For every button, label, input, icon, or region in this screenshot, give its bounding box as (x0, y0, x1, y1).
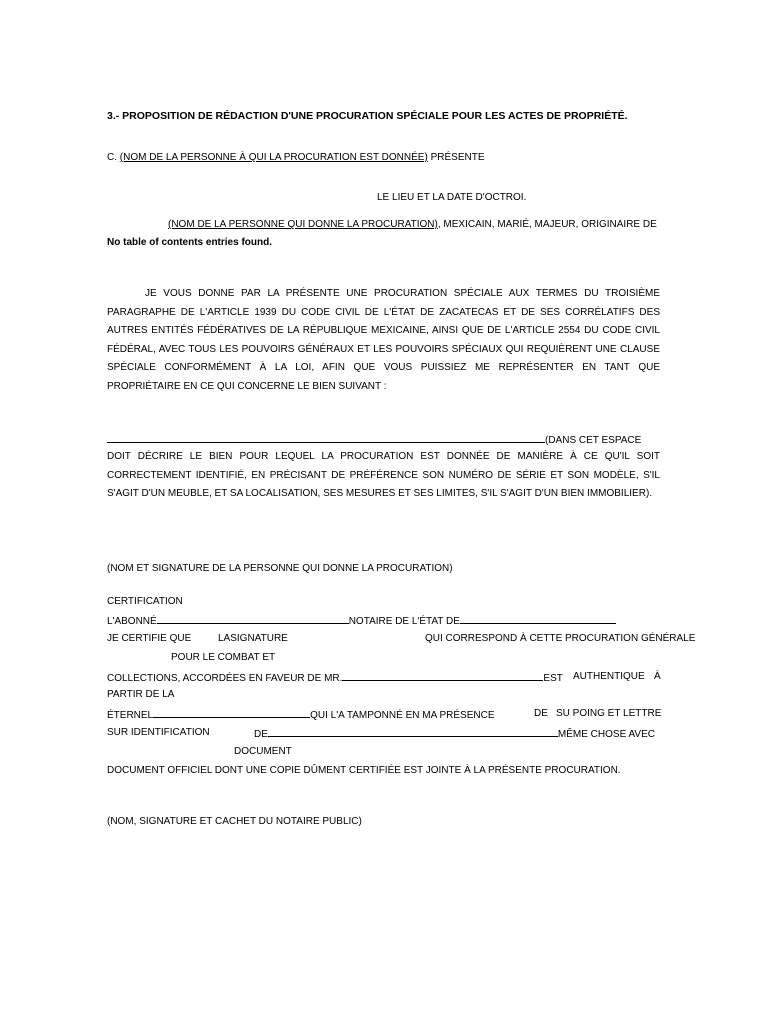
toc-notice: No table of contents entries found. (107, 237, 273, 248)
subscriber-label: L'ABONNÉ (107, 616, 157, 627)
certification-line-2-a: JE CERTIFIE QUE (107, 633, 192, 644)
certification-line-5: PARTIR DE LA (107, 689, 175, 700)
body-line: AUTRES ENTITÉS FÉDÉRATIVES DE LA RÉPUBLIQUE MEXICAINE, AINSI QUE DE L'ARTICLE 2554 DU CODE CIVIL (107, 325, 660, 337)
certification-line-2-b: LASIGNATURE (218, 633, 288, 644)
property-line: CORRECTEMENT IDENTIFIÉ, EN PRÉCISANT DE PRÉFÉRENCE SON NUMÉRO DE SÉRIE ET SON MODÈLE, S'IL (107, 469, 660, 481)
collections-text: COLLECTIONS, ACCORDÉES EN FAVEUR DE MR. (107, 673, 343, 684)
property-line: DOIT DÉCRIRE LE BIEN POUR LEQUEL LA PROCURATION EST DONNÉE DE MANIÈRE À CE QU'IL SOIT (107, 451, 660, 462)
certification-line-6 (107, 708, 495, 721)
subscriber-blank (157, 614, 349, 624)
grantor-suffix: , MEXICAIN, MARIÉ, MAJEUR, ORIGINAIRE DE (437, 219, 657, 230)
eternel-text: ÉTERNEL (107, 710, 154, 721)
notary-signature-label: (NOM, SIGNATURE ET CACHET DU NOTAIRE PUBLIC) (107, 816, 362, 827)
certification-line-1 (107, 614, 616, 627)
certification-line-2-c: QUI CORRESPOND À CETTE PROCURATION GÉNÉRALE (425, 633, 696, 644)
body-paragraph (107, 285, 660, 397)
property-description (107, 448, 660, 504)
property-blank (107, 433, 545, 443)
property-first-line (107, 433, 641, 446)
certification-line-7 (254, 727, 655, 740)
place-date-line: LE LIEU ET LA DATE D'OCTROI. (377, 192, 527, 203)
grantor-name-placeholder: (NOM DE LA PERSONNE QUI DONNE LA PROCURATION) (168, 219, 438, 230)
identification-blank (268, 727, 558, 737)
state-blank (460, 614, 616, 624)
certification-line-8: DOCUMENT (234, 746, 292, 757)
grantor-line (168, 219, 657, 230)
certification-title: CERTIFICATION (107, 596, 183, 607)
authentique-text: AUTHENTIQUE (573, 671, 645, 682)
eternel-blank (153, 708, 310, 718)
same-thing-text: MÊME CHOSE AVEC (557, 729, 655, 740)
mr-blank (342, 671, 543, 681)
a-text: À (654, 671, 661, 682)
body-line: SPÉCIALE CONFORMÉMENT À LA LOI, AFIN QUE VOUS PUISSIEZ ME REPRÉSENTER EN TANT QUE (107, 362, 660, 374)
addressee-suffix: PRÉSENTE (427, 152, 485, 163)
de-text: DE (534, 708, 548, 719)
certification-line-7-a: SUR IDENTIFICATION (107, 727, 210, 738)
addressee-name-placeholder: (NOM DE LA PERSONNE À QUI LA PROCURATION EST DONNÉE) (119, 152, 428, 163)
certification-line-4 (107, 671, 563, 684)
notary-state-label: NOTAIRE DE L'ÉTAT DE (348, 616, 460, 627)
addressee-line (107, 152, 485, 163)
document-heading: 3.- PROPOSITION DE RÉDACTION D'UNE PROCURATION SPÉCIALE POUR LES ACTES DE PROPRIÉTÉ. (107, 110, 628, 122)
body-line: PROPRIÉTAIRE EN CE QUI CONCERNE LE BIEN SUIVANT : (107, 380, 387, 392)
certification-line-3: POUR LE COMBAT ET (171, 652, 276, 663)
certification-line-9: DOCUMENT OFFICIEL DONT UNE COPIE DÛMENT CERTIFIÉE EST JOINTE À LA PRÉSENTE PROCURATION. (107, 765, 621, 776)
body-line: JE VOUS DONNE PAR LA PRÉSENTE UNE PROCURATION SPÉCIALE AUX TERMES DU TROISIÈME (145, 288, 660, 299)
property-first-line-tail: (DANS CET ESPACE (545, 435, 642, 446)
addressee-prefix: C. (107, 152, 120, 163)
identification-de-text: DE (254, 729, 268, 740)
property-line: S'AGIT D'UN MEUBLE, ET SA LOCALISATION, SES MESURES ET SES LIMITES, S'IL S'AGIT D'UN BIEN IMMOBILIER). (107, 488, 653, 500)
stamped-text: QUI L'A TAMPONNÉ EN MA PRÉSENCE (310, 710, 495, 721)
body-line: PARAGRAPHE DE L'ARTICLE 1939 DU CODE CIVIL DE L'ÉTAT DE ZACATECAS ET DE SES CORRÉLATIFS DES (107, 306, 660, 318)
grantor-signature-label: (NOM ET SIGNATURE DE LA PERSONNE QUI DONNE LA PROCURATION) (107, 563, 453, 574)
body-line: FÉDÉRAL, AVEC TOUS LES POUVOIRS GÉNÉRAUX ET LES POUVOIRS SPÉCIAUX QUI REQUIÈRENT UNE CLAUSE (107, 343, 660, 355)
fist-letter-text: SU POING ET LETTRE (556, 708, 662, 719)
est-text: EST (543, 673, 563, 684)
